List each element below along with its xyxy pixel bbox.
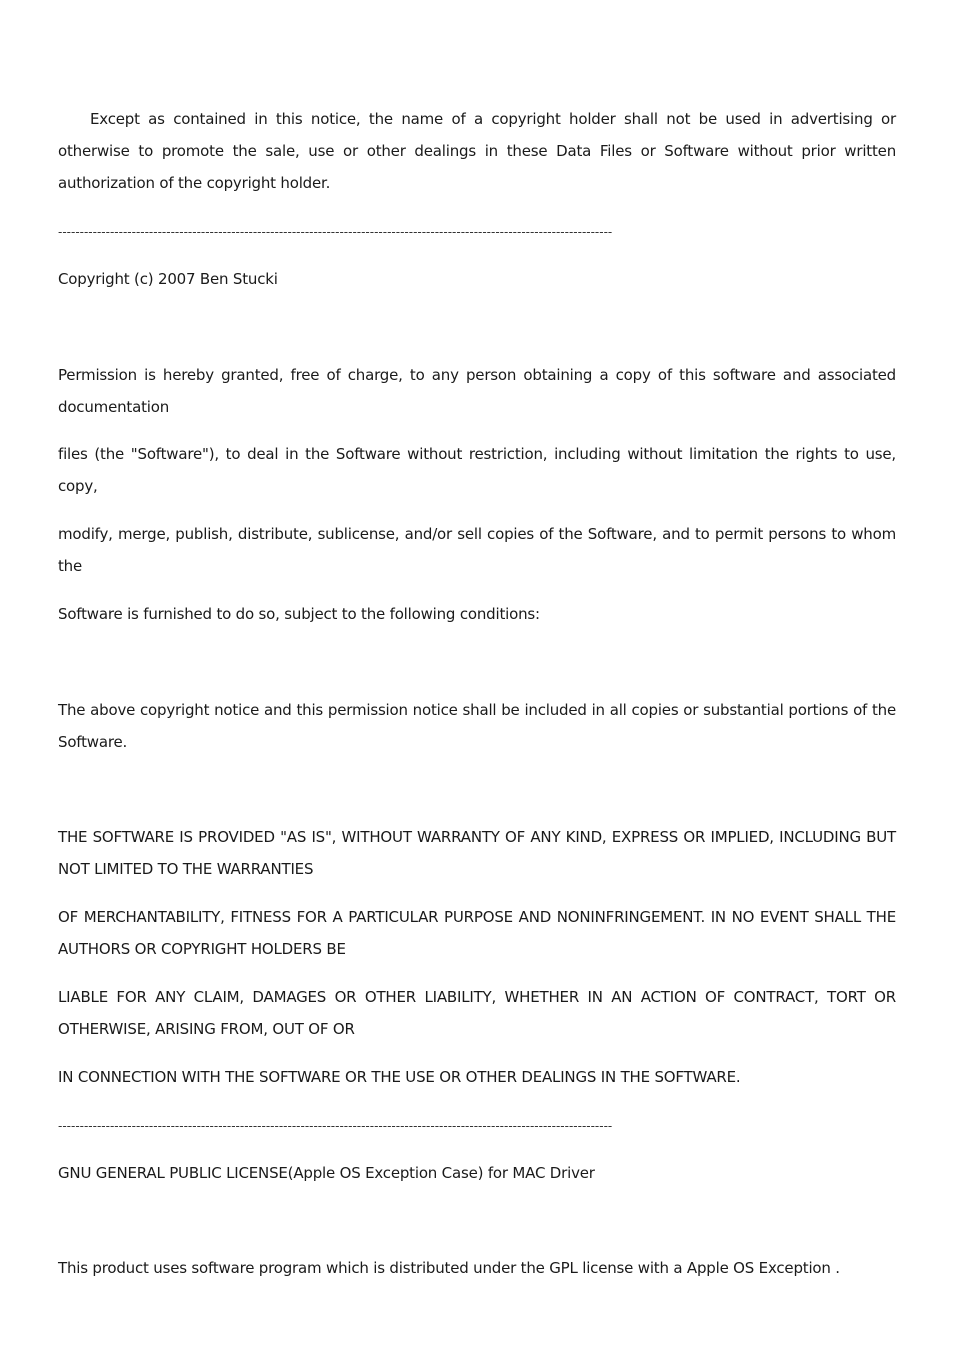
separator-line: --------------------------------------------------------------------------------------------------------------------------------	[58, 225, 613, 239]
gpl-heading: GNU GENERAL PUBLIC LICENSE(Apple OS Exception Case) for MAC Driver	[58, 1164, 595, 1182]
permission-paragraph-1: Permission is hereby granted, free of charge, to any person obtaining a copy of this software and associated documentation	[58, 366, 896, 416]
permission-paragraph-4: Software is furnished to do so, subject to the following conditions:	[58, 605, 540, 623]
condition-paragraph: The above copyright notice and this permission notice shall be included in all copies or substantial portions of the Software.	[58, 701, 896, 751]
gpl-paragraph: This product uses software program which is distributed under the GPL license with a Apple OS Exception .	[58, 1259, 840, 1277]
permission-paragraph-2: files (the "Software"), to deal in the Software without restriction, including without limitation the rights to use, copy,	[58, 445, 896, 495]
warranty-paragraph-3: LIABLE FOR ANY CLAIM, DAMAGES OR OTHER LIABILITY, WHETHER IN AN ACTION OF CONTRACT, TORT OR OTHERWISE, ARISING FROM, OUT OF OR	[58, 988, 896, 1038]
warranty-paragraph-2: OF MERCHANTABILITY, FITNESS FOR A PARTICULAR PURPOSE AND NONINFRINGEMENT. IN NO EVENT SHALL THE AUTHORS OR COPYRIGHT HOLDERS BE	[58, 908, 896, 958]
warranty-paragraph-1: THE SOFTWARE IS PROVIDED "AS IS", WITHOUT WARRANTY OF ANY KIND, EXPRESS OR IMPLIED, INCLUDING BUT NOT LIMITED TO THE WARRANTIES	[58, 828, 896, 878]
copyright-line: Copyright (c) 2007 Ben Stucki	[58, 270, 278, 288]
warranty-paragraph-4: IN CONNECTION WITH THE SOFTWARE OR THE USE OR OTHER DEALINGS IN THE SOFTWARE.	[58, 1068, 741, 1086]
permission-paragraph-3: modify, merge, publish, distribute, sublicense, and/or sell copies of the Software, and to permit persons to whom the	[58, 525, 896, 575]
notice-paragraph: Except as contained in this notice, the name of a copyright holder shall not be used in advertising or otherwise to promote the sale, use or other dealings in these Data Files or Software without prior written authorization of the copyright holder.	[58, 110, 896, 192]
separator-line: --------------------------------------------------------------------------------------------------------------------------------	[58, 1119, 613, 1133]
